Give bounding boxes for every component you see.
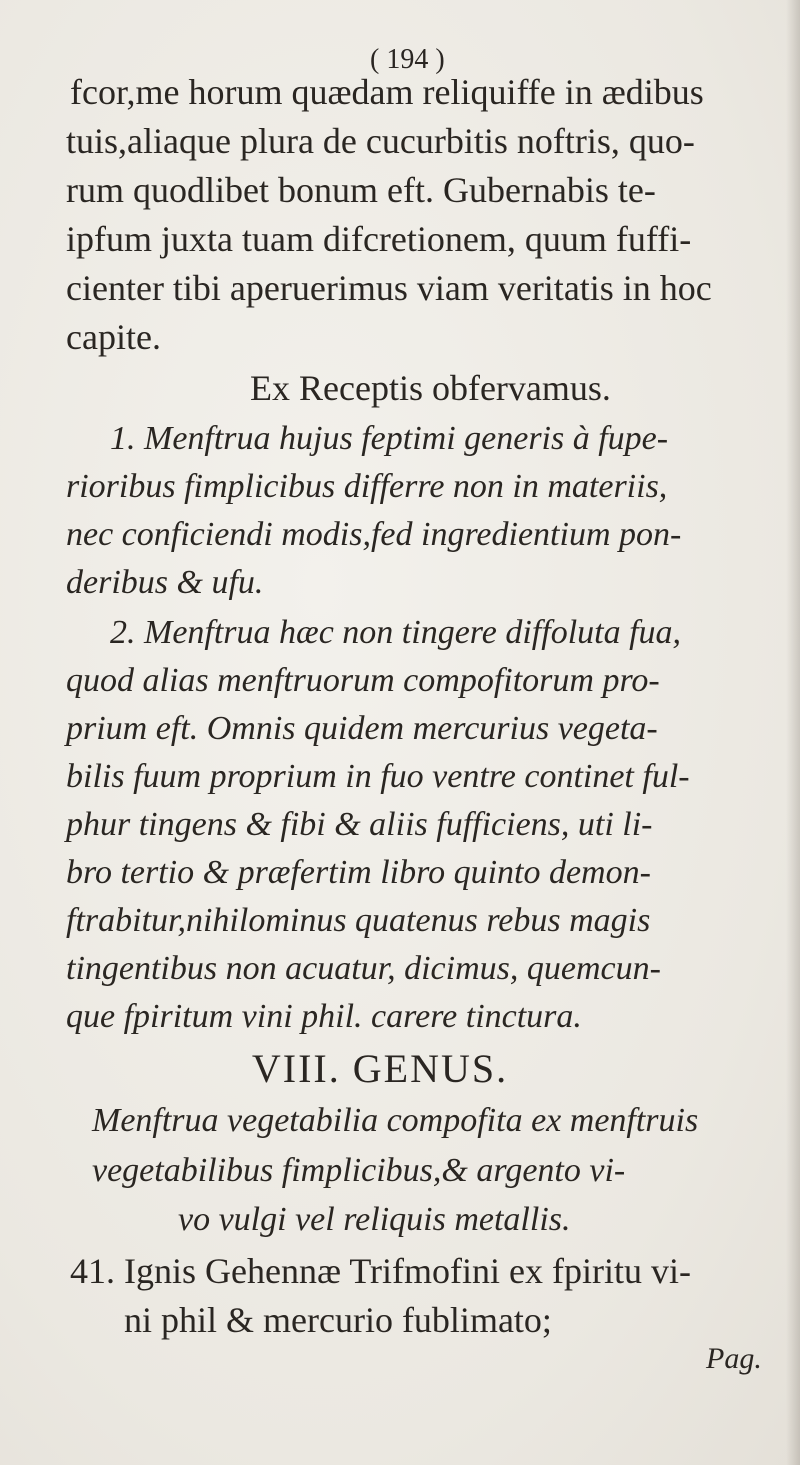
catchword: Pag.	[706, 1342, 762, 1375]
italic-line-8: bilis fuum proprium in fuo ventre continet ful-	[66, 758, 690, 795]
italic-line-12: tingentibus non acuatur, dicimus, quemcun-	[66, 950, 661, 987]
section-subheading: Ex Receptis obfervamus.	[250, 368, 611, 408]
italic-line-2: rioribus fimplicibus differre non in materiis,	[66, 468, 668, 505]
page-number: ( 194 )	[370, 44, 445, 75]
recipe-line-1: 41. Ignis Gehennæ Trifmofini ex fpiritu vi-	[70, 1251, 691, 1291]
body-line-5: cienter tibi aperuerimus viam veritatis in hoc	[66, 268, 712, 308]
recipe-line-2: ni phil & mercurio fublimato;	[124, 1300, 552, 1340]
italic-line-4: deribus & ufu.	[66, 564, 264, 601]
italic-line-11: ftrabitur,nihilominus quatenus rebus magis	[66, 902, 651, 939]
italic-line-6: quod alias menftruorum compofitorum pro-	[66, 662, 660, 699]
italic-line-5: 2. Menftrua hæc non tingere diffoluta fua,	[110, 614, 682, 651]
body-line-6: capite.	[66, 317, 161, 357]
italic-line-3: nec conficiendi modis,fed ingredientium pon-	[66, 516, 682, 553]
genus-line-3: vo vulgi vel reliquis metallis.	[178, 1201, 571, 1238]
body-line-1: fcor,me horum quædam reliquiffe in ædibus	[70, 72, 704, 112]
italic-line-13: que fpiritum vini phil. carere tinctura.	[66, 998, 582, 1035]
genus-line-2: vegetabilibus fimplicibus,& argento vi-	[92, 1152, 626, 1189]
body-line-3: rum quodlibet bonum eft. Gubernabis te-	[66, 170, 656, 210]
body-line-2: tuis,aliaque plura de cucurbitis noftris, quo-	[66, 121, 695, 161]
italic-line-10: bro tertio & præfertim libro quinto demon-	[66, 854, 651, 891]
italic-line-7: prium eft. Omnis quidem mercurius vegeta-	[66, 710, 658, 747]
italic-line-1: 1. Menftrua hujus feptimi generis à fupe-	[110, 420, 669, 457]
genus-line-1: Menftrua vegetabilia compofita ex menftruis	[92, 1102, 699, 1139]
italic-line-9: phur tingens & fibi & aliis fufficiens, uti li-	[66, 806, 653, 843]
genus-heading: VIII. GENUS.	[251, 1046, 509, 1091]
body-line-4: ipfum juxta tuam difcretionem, quum fuffi-	[66, 219, 692, 259]
